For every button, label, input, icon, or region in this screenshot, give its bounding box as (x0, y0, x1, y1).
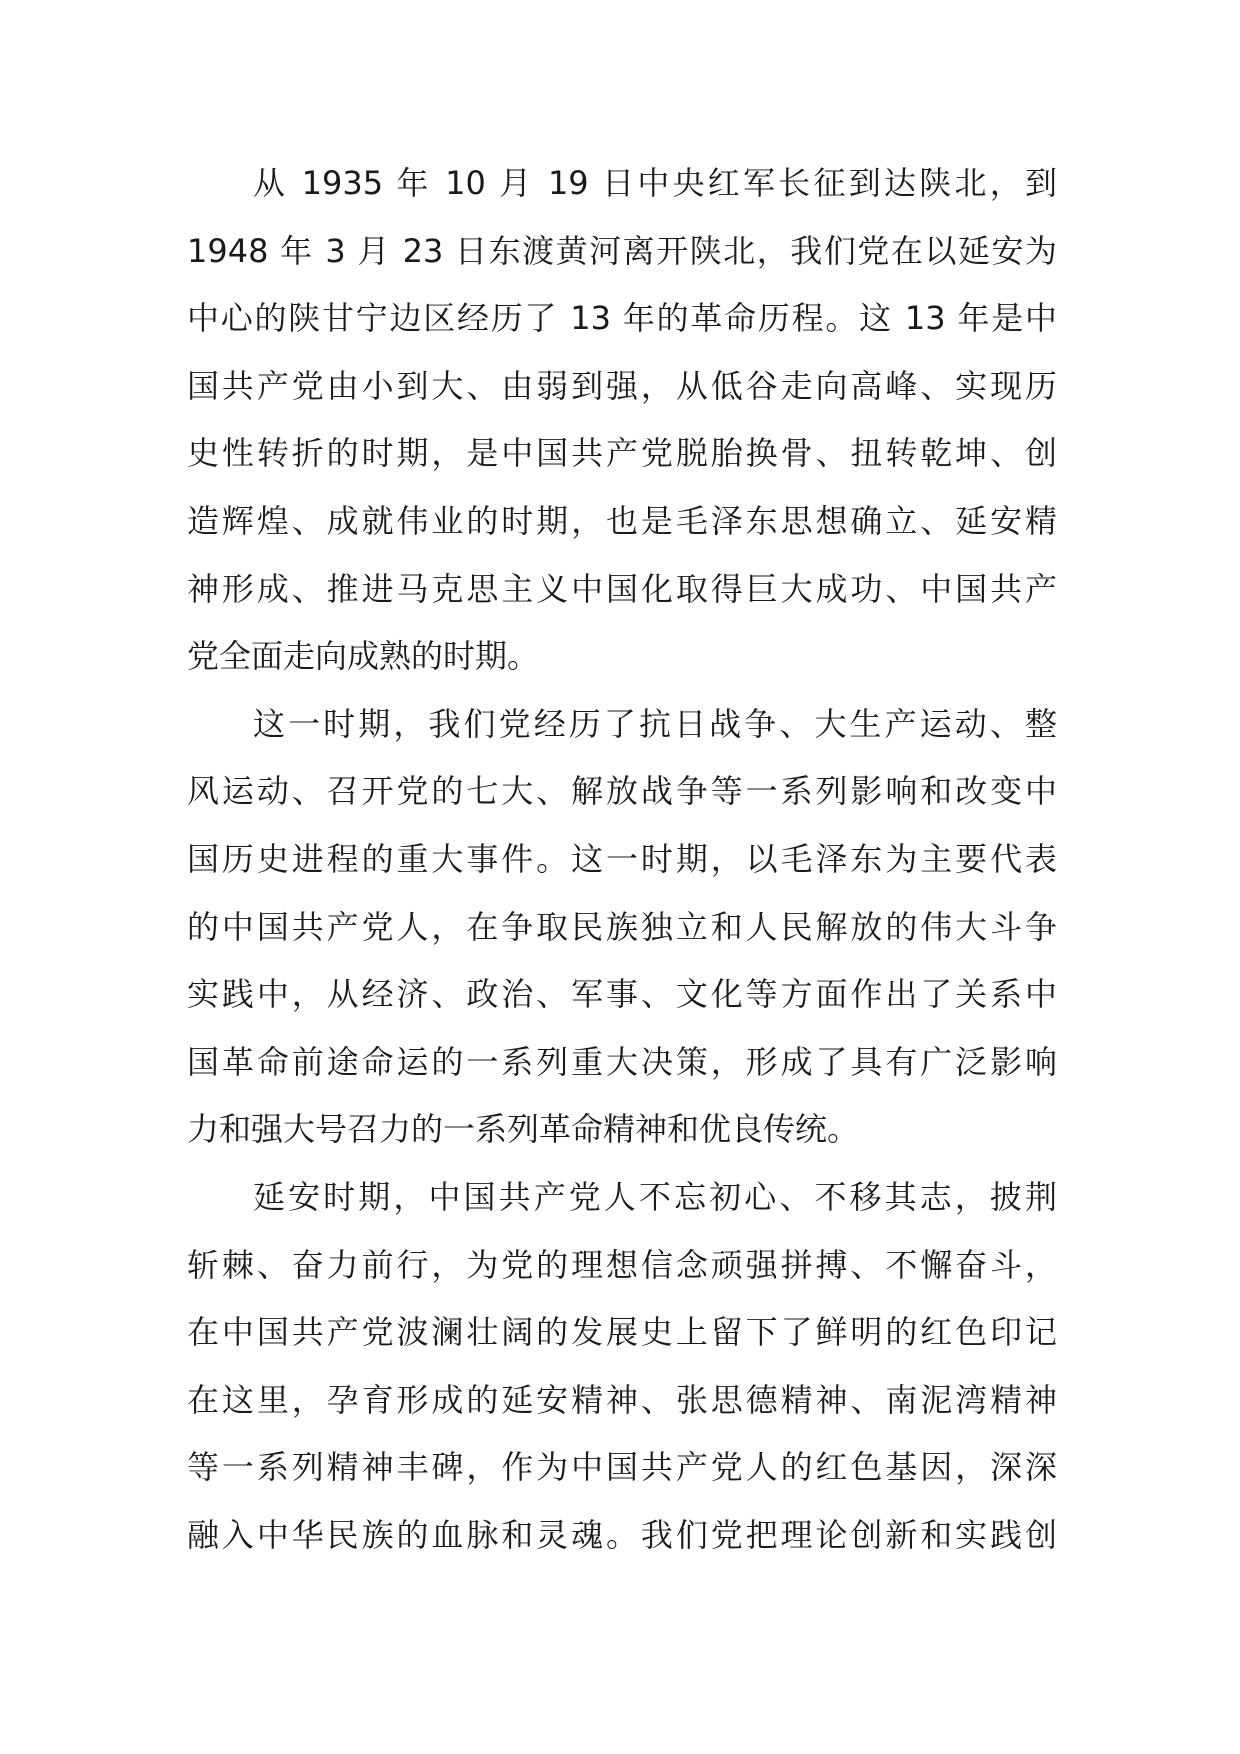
text-line: 的中国共产党人，在争取民族独立和人民解放的伟大斗争 (187, 907, 1057, 946)
text-line: 中心的陕甘宁边区经历了 13 年的革命历程。这 13 年是中 (187, 299, 1057, 338)
text-line: 斩棘、奋力前行，为党的理想信念顽强拼搏、不懈奋斗， (187, 1245, 1057, 1284)
text-line: 延安时期，中国共产党人不忘初心、不移其志，披荆 (253, 1177, 1057, 1216)
paragraph (187, 150, 1057, 691)
text-line: 国革命前途命运的一系列重大决策，形成了具有广泛影响 (187, 1042, 1057, 1081)
text-line: 力和强大号召力的一系列革命精神和优良传统。 (187, 1110, 860, 1149)
text-line: 实践中，从经济、政治、军事、文化等方面作出了关系中 (187, 975, 1057, 1014)
text-line: 在这里，孕育形成的延安精神、张思德精神、南泥湾精神 (187, 1380, 1057, 1419)
text-line: 等一系列精神丰碑，作为中国共产党人的红色基因，深深 (187, 1448, 1057, 1487)
text-line: 从 1935 年 10 月 19 日中央红军长征到达陕北，到 (253, 164, 1057, 202)
paragraph (187, 1164, 1057, 1570)
body-text (187, 150, 1057, 1569)
text-line: 史性转折的时期，是中国共产党脱胎换骨、扭转乾坤、创 (187, 434, 1057, 473)
text-line: 在中国共产党波澜壮阔的发展史上留下了鲜明的红色印记 (187, 1313, 1057, 1352)
text-line: 这一时期，我们党经历了抗日战争、大生产运动、整 (253, 704, 1057, 743)
text-line: 国共产党由小到大、由弱到强，从低谷走向高峰、实现历 (187, 366, 1057, 405)
text-line: 神形成、推进马克思主义中国化取得巨大成功、中国共产 (187, 569, 1057, 608)
text-line: 党全面走向成熟的时期。 (187, 637, 540, 676)
text-line: 1948 年 3 月 23 日东渡黄河离开陕北，我们党在以延安为 (187, 231, 1057, 270)
paragraph (187, 691, 1057, 1164)
text-line: 融入中华民族的血脉和灵魂。我们党把理论创新和实践创 (187, 1515, 1057, 1554)
text-line: 国历史进程的重大事件。这一时期，以毛泽东为主要代表 (187, 839, 1057, 878)
text-line: 造辉煌、成就伟业的时期，也是毛泽东思想确立、延安精 (187, 501, 1057, 540)
text-line: 风运动、召开党的七大、解放战争等一系列影响和改变中 (187, 772, 1057, 811)
